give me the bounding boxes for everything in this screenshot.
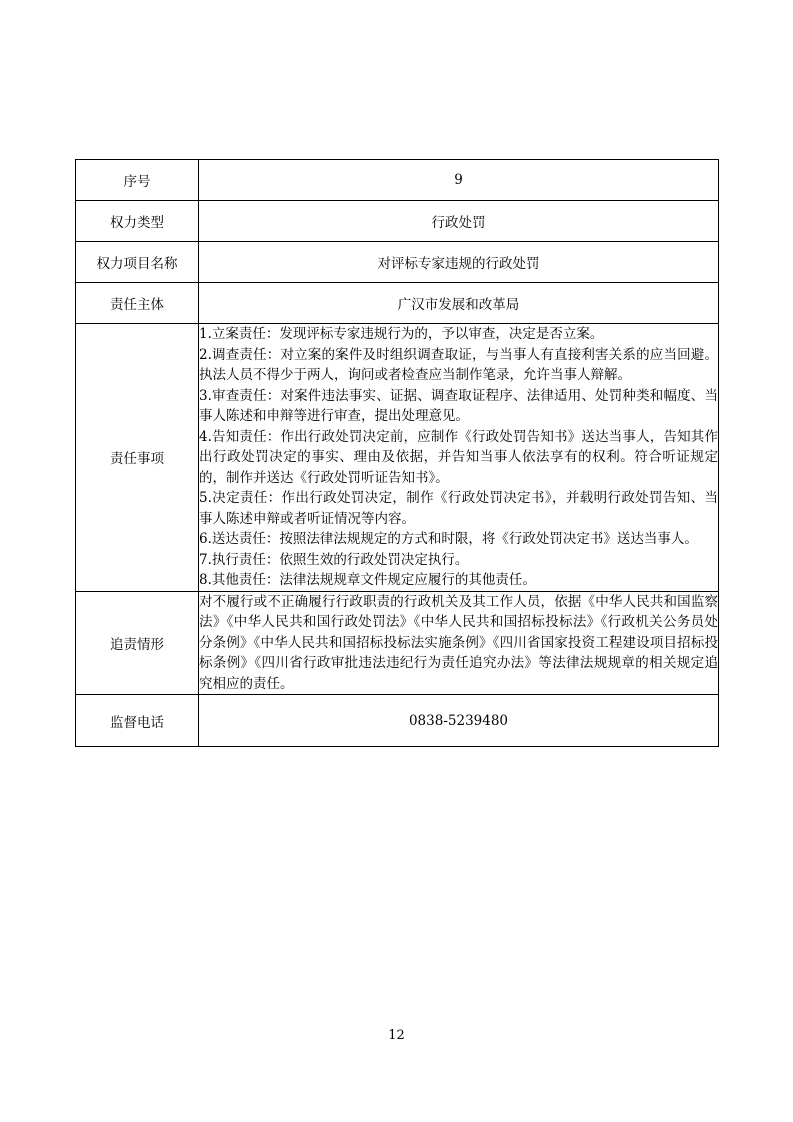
accountability-text: 对不履行或不正确履行行政职责的行政机关及其工作人员，依据《中华人民共和国监察法》《中华人民共和国行政处罚法》《中华人民共和国招标投标法》《行政机关公务员处分条例》《中华人民共和国招标投标法实施条例》《四川省国家投资工程建设项目招标投标条例》《四川省行政审批违法违纪行为责任追究办法》等法律法规规章的相关规定追究相应的责任。 — [199, 591, 719, 695]
supervision-phone-label: 监督电话 — [76, 695, 199, 747]
page-number: 12 — [388, 1028, 405, 1043]
item-name-value: 对评标专家违规的行政处罚 — [199, 242, 719, 283]
table-row-accountability — [76, 591, 719, 695]
table-row-item-name — [76, 242, 719, 283]
responsible-body-label: 责任主体 — [76, 283, 199, 324]
duty-item-delivery: 6.送达责任：按照法律法规规定的方式和时限，将《行政处罚决定书》送达当事人。 — [199, 531, 698, 547]
serial-label: 序号 — [76, 160, 199, 201]
power-list-table — [75, 159, 719, 747]
table-row-supervision-phone — [76, 695, 719, 747]
table-row-power-type — [76, 201, 719, 242]
power-type-label: 权力类型 — [76, 201, 199, 242]
accountability-label: 追责情形 — [76, 591, 199, 695]
power-type-value: 行政处罚 — [199, 201, 719, 242]
duty-item-notification: 4.告知责任：作出行政处罚决定前，应制作《行政处罚告知书》送达当事人，告知其作出行政处罚决定的事实、理由及依据，并告知当事人依法享有的权利。符合听证规定的，制作并送达《行政处罚听证告知书》。 — [199, 428, 718, 486]
duty-items-label: 责任事项 — [76, 324, 199, 592]
duty-item-execution: 7.执行责任：依照生效的行政处罚决定执行。 — [199, 551, 469, 568]
duty-item-filing: 1.立案责任：发现评标专家违规行为的，予以审查，决定是否立案。 — [199, 326, 604, 342]
table-row-responsible-body — [76, 283, 719, 324]
duty-item-decision: 5.决定责任：作出行政处罚决定，制作《行政处罚决定书》，并载明行政处罚告知、当事人陈述申辩或者听证情况等内容。 — [199, 490, 718, 527]
duty-items-content — [199, 324, 719, 592]
supervision-phone-value: 0838-5239480 — [199, 695, 719, 747]
duty-item-review: 3.审查责任：对案件违法事实、证据、调查取证程序、法律适用、处罚种类和幅度、当事人陈述和申辩等进行审查，提出处理意见。 — [199, 387, 718, 424]
serial-value: 9 — [199, 160, 719, 201]
item-name-label: 权力项目名称 — [76, 242, 199, 283]
duty-item-investigation: 2.调查责任：对立案的案件及时组织调查取证，与当事人有直接利害关系的应当回避。执法人员不得少于两人，询问或者检查应当制作笔录，允许当事人辩解。 — [199, 346, 718, 383]
table-row-serial — [76, 160, 719, 201]
duty-item-other: 8.其他责任：法律法规规章文件规定应履行的其他责任。 — [199, 572, 536, 588]
responsible-body-value: 广汉市发展和改革局 — [199, 283, 719, 324]
table-row-duty-items — [76, 324, 719, 592]
